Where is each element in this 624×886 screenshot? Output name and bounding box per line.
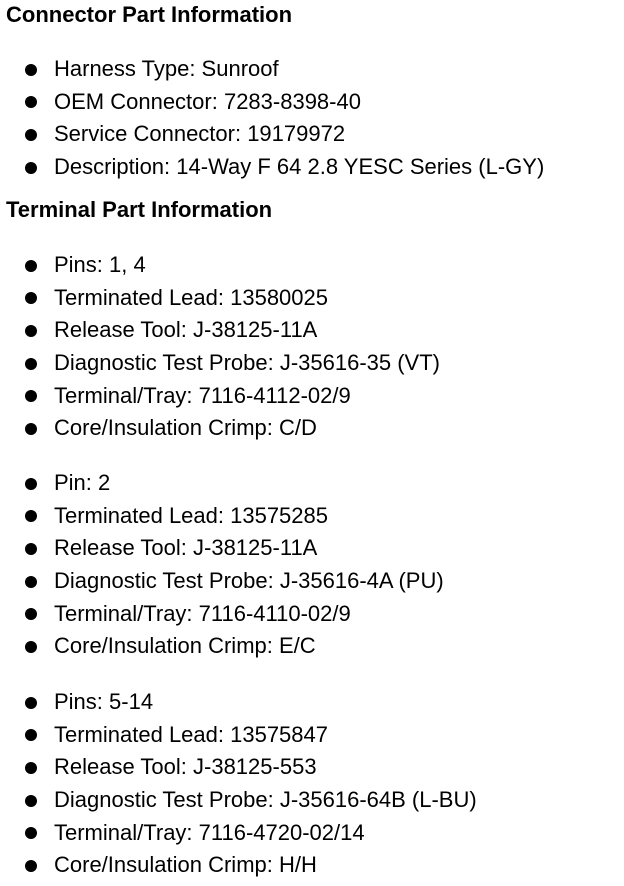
terminal-tray-text: Terminal/Tray: 7116-4110-02/9 xyxy=(54,600,351,626)
release-tool-text: Release Tool: J-38125-553 xyxy=(54,754,317,780)
bullet-icon xyxy=(25,358,37,370)
test-probe-text: Diagnostic Test Probe: J-35616-4A (PU) xyxy=(54,568,444,594)
crimp-text: Core/Insulation Crimp: E/C xyxy=(54,633,316,659)
terminal-section-title: Terminal Part Information xyxy=(6,197,273,222)
bullet-icon xyxy=(25,608,37,620)
release-tool-text: Release Tool: J-38125-11A xyxy=(54,535,318,561)
terminated-lead-text: Terminated Lead: 13575847 xyxy=(54,721,328,747)
bullet-icon xyxy=(25,860,37,872)
bullet-icon xyxy=(25,576,37,588)
bullet-icon xyxy=(25,390,37,402)
bullet-icon xyxy=(25,129,37,141)
bullet-icon xyxy=(25,641,37,653)
bullet-icon xyxy=(25,292,37,304)
bullet-icon xyxy=(25,478,37,490)
bullet-icon xyxy=(25,827,37,839)
crimp-text: Core/Insulation Crimp: C/D xyxy=(54,415,317,441)
bullet-icon xyxy=(25,729,37,741)
bullet-icon xyxy=(25,325,37,337)
connector-section-title: Connector Part Information xyxy=(6,2,293,27)
bullet-icon xyxy=(25,795,37,807)
description-text: Description: 14-Way F 64 2.8 YESC Series (L-GY) xyxy=(54,154,545,180)
bullet-icon xyxy=(25,543,37,555)
pins-text: Pin: 2 xyxy=(54,470,111,495)
bullet-icon xyxy=(25,162,37,174)
release-tool-text: Release Tool: J-38125-11A xyxy=(54,317,318,343)
pins-text: Pins: 1, 4 xyxy=(54,252,146,277)
harness-type-text: Harness Type: Sunroof xyxy=(54,56,279,81)
crimp-text: Core/Insulation Crimp: H/H xyxy=(54,852,317,878)
terminal-tray-text: Terminal/Tray: 7116-4720-02/14 xyxy=(54,819,365,845)
test-probe-text: Diagnostic Test Probe: J-35616-64B (L-BU) xyxy=(54,787,477,813)
service-connector-text: Service Connector: 19179972 xyxy=(54,121,346,147)
oem-connector-text: OEM Connector: 7283-8398-40 xyxy=(54,88,361,114)
test-probe-text: Diagnostic Test Probe: J-35616-35 (VT) xyxy=(54,350,440,376)
bullet-icon xyxy=(25,260,37,272)
bullet-icon xyxy=(25,762,37,774)
bullet-icon xyxy=(25,510,37,522)
terminal-tray-text: Terminal/Tray: 7116-4112-02/9 xyxy=(54,382,351,408)
terminated-lead-text: Terminated Lead: 13575285 xyxy=(54,502,328,528)
bullet-icon xyxy=(25,64,37,76)
bullet-icon xyxy=(25,423,37,435)
terminated-lead-text: Terminated Lead: 13580025 xyxy=(54,284,328,310)
pins-text: Pins: 5-14 xyxy=(54,689,154,714)
bullet-icon xyxy=(25,96,37,108)
bullet-icon xyxy=(25,697,37,709)
